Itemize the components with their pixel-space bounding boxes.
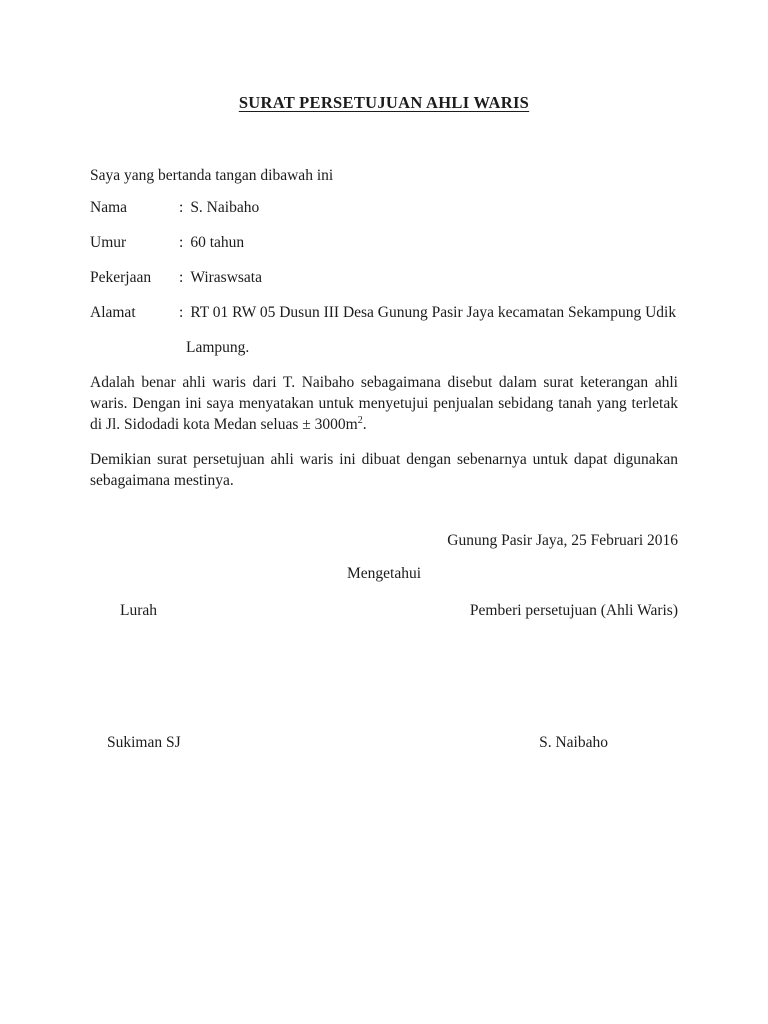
acknowledge-label: Mengetahui bbox=[346, 565, 422, 582]
field-value-alamat: RT 01 RW 05 Dusun III Desa Gunung Pasir Jaya kecamatan Sekampung Udik bbox=[190, 304, 677, 321]
signature-names-row bbox=[90, 732, 678, 753]
document-title-text: SURAT PERSETUJUAN AHLI WARIS bbox=[238, 93, 530, 112]
signature-roles-row bbox=[90, 600, 678, 621]
identity-fields bbox=[90, 197, 678, 358]
place-date-line: Gunung Pasir Jaya, 25 Februari 2016 bbox=[447, 532, 678, 549]
field-colon: : bbox=[179, 304, 184, 321]
field-value-umur: 60 tahun bbox=[190, 234, 245, 251]
document-content bbox=[0, 93, 768, 753]
opening-line: Saya yang bertanda tangan dibawah ini bbox=[90, 167, 334, 184]
field-row-umur bbox=[90, 232, 678, 253]
signature-role-heir: Pemberi persetujuan (Ahli Waris) bbox=[469, 602, 678, 619]
field-colon: : bbox=[179, 199, 184, 216]
field-label-umur: Umur bbox=[90, 234, 127, 251]
paragraph-statement-text: Adalah benar ahli waris dari T. Naibaho sebagaimana disebut dalam surat keterangan ahli waris. Dengan ini saya menyatakan untuk menyetujui penjualan sebidang tanah yang terletak di Jl. Sidodadi kota Medan seluas ± 3000m bbox=[90, 374, 678, 433]
field-label-pekerjaan: Pekerjaan bbox=[90, 269, 152, 286]
field-colon: : bbox=[179, 269, 184, 286]
field-value-nama: S. Naibaho bbox=[190, 199, 260, 216]
field-value-alamat-line2: Lampung. bbox=[186, 339, 250, 356]
field-label-nama: Nama bbox=[90, 199, 128, 216]
document-title bbox=[90, 93, 678, 113]
field-row-alamat bbox=[90, 302, 678, 323]
signature-role-lurah: Lurah bbox=[120, 602, 158, 619]
field-colon: : bbox=[179, 234, 184, 251]
field-row-pekerjaan bbox=[90, 267, 678, 288]
field-row-nama bbox=[90, 197, 678, 218]
paragraph-statement bbox=[90, 372, 678, 435]
signature-name-lurah: Sukiman SJ bbox=[107, 734, 181, 751]
superscript-square: 2 bbox=[357, 414, 363, 426]
field-value-pekerjaan: Wiraswsata bbox=[190, 269, 262, 286]
signature-name-heir: S. Naibaho bbox=[539, 734, 608, 751]
paragraph-statement-period: . bbox=[362, 416, 367, 433]
paragraph-closing: Demikian surat persetujuan ahli waris ini dibuat dengan sebenarnya untuk dapat digunakan sebagaimana mestinya. bbox=[90, 451, 678, 489]
field-label-alamat: Alamat bbox=[90, 304, 136, 321]
